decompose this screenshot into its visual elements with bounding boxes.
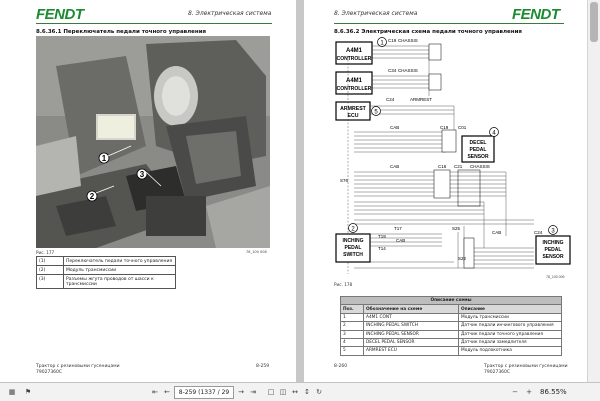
table-cell: 4	[341, 338, 364, 346]
table-cell: A4M1 CONT	[364, 313, 459, 321]
table-cell: 2	[341, 322, 364, 330]
scrollbar-thumb[interactable]	[590, 2, 598, 42]
col-header: Поз.	[341, 305, 364, 313]
armrest-harness-label: ARMREST	[410, 97, 433, 102]
connector-c21: C21	[454, 164, 463, 169]
zoom-out-icon[interactable]: −	[512, 388, 518, 396]
footer-code: 79027360C	[36, 369, 63, 375]
footer-code: 79027360C	[484, 369, 511, 375]
table-cell: INCHING PEDAL SENSOR	[364, 330, 459, 338]
legend-row	[37, 266, 176, 275]
thumbnails-icon[interactable]: ▦	[8, 388, 16, 396]
section-header: 8. Электрическая система	[334, 10, 418, 17]
inching-sensor-label: PEDAL	[544, 247, 562, 253]
table-cell: DECEL PEDAL SENSOR	[364, 338, 459, 346]
table-cell: 3	[341, 330, 364, 338]
tractor-cab-illustration	[36, 36, 270, 248]
legend-table	[36, 256, 176, 289]
brand-logo: FENDT	[36, 6, 84, 23]
figure-caption: Рис. 177	[36, 250, 55, 255]
header-divider	[334, 23, 564, 24]
connector-c19: C19	[440, 125, 449, 130]
decel-label: SENSOR	[467, 154, 489, 160]
diagram-callout-3: 3	[551, 228, 555, 235]
pedal-switch-photo	[36, 36, 270, 248]
page-number: 8-259	[256, 364, 270, 369]
legend-num: (3)	[37, 275, 64, 289]
terminal-t14: T14	[378, 246, 386, 251]
section-title: 8.6.36.1 Переключатель педали точного управления	[36, 29, 207, 35]
callout-1: 1	[101, 154, 107, 163]
chassis-label: CHASSIS	[398, 38, 418, 43]
section-title: 8.6.36.2 Электрическая схема педали точного управления	[334, 29, 522, 35]
next-page-icon[interactable]: →	[238, 388, 244, 396]
callout-3: 3	[139, 170, 145, 179]
decel-label: DECEL	[469, 140, 487, 146]
table-cell: Датчик педали точного управления	[459, 330, 562, 338]
section-header: 8. Электрическая система	[188, 10, 272, 17]
fit-width-icon[interactable]: ↔	[292, 388, 298, 396]
inching-switch-label: SWITCH	[343, 252, 363, 258]
table-cell: 5	[341, 347, 364, 355]
connector-c16: C16	[438, 164, 447, 169]
legend-num: (2)	[37, 266, 64, 275]
controller-label: CONTROLLER	[336, 56, 372, 62]
ecu-label: ECU	[347, 113, 359, 119]
table-row	[341, 313, 562, 321]
image-code: 78_100 008	[246, 250, 267, 254]
footer	[36, 364, 120, 375]
legend-num: (1)	[37, 257, 64, 266]
connector-c19: C19	[388, 38, 397, 43]
footer-title: Трактор с резиновыми гусеницами	[36, 364, 120, 369]
diagram-callout-2: 2	[351, 226, 355, 233]
diagram-callout-5: 5	[374, 109, 378, 116]
header-divider	[36, 23, 272, 24]
page-number: 8-260	[334, 364, 348, 369]
table-caption: Описание схемы	[341, 297, 562, 305]
armrest-label: ARMREST	[340, 106, 366, 112]
a4m1-label: A4M1	[345, 78, 363, 84]
decel-label: PEDAL	[469, 147, 487, 153]
controller-label: CONTROLLER	[336, 86, 372, 92]
footer	[484, 364, 568, 375]
diagram-callout-4: 4	[492, 130, 496, 137]
terminal-t19: T19	[378, 234, 386, 239]
legend-row	[37, 257, 176, 266]
chassis-label: CHASSIS	[470, 164, 490, 169]
zoom-in-icon[interactable]: +	[526, 388, 532, 396]
table-cell: 1	[341, 313, 364, 321]
viewer-toolbar	[0, 382, 600, 401]
left-page	[0, 0, 296, 382]
diagram-callout-1: 1	[380, 40, 384, 47]
zoom-level[interactable]: 86.55%	[540, 388, 567, 396]
last-page-icon[interactable]: ⇥	[250, 388, 256, 396]
wiring-diagram	[334, 36, 572, 280]
description-table	[340, 296, 562, 356]
footer-title: Трактор с резиновыми гусеницами	[484, 364, 568, 369]
cab-label: CAB	[390, 125, 400, 130]
right-page	[304, 0, 588, 382]
table-row	[341, 330, 562, 338]
table-cell: INCHING PEDAL SWITCH	[364, 322, 459, 330]
table-cell: Модуль трансмиссии	[459, 313, 562, 321]
connector-c01: C01	[458, 125, 467, 130]
brand-logo: FENDT	[512, 6, 560, 23]
rotate-icon[interactable]: ↻	[316, 388, 322, 396]
splice-s25: S25	[452, 226, 461, 231]
splice-s22: S22	[458, 256, 467, 261]
legend-text: Модуль трансмиссии	[64, 266, 176, 275]
inching-switch-label: PEDAL	[344, 245, 362, 251]
table-cell: Датчик педали замедлителя	[459, 338, 562, 346]
table-cell: Модуль подлокотника	[459, 347, 562, 355]
first-page-icon[interactable]: ⇤	[152, 388, 158, 396]
fit-page-icon[interactable]: ↕	[304, 388, 310, 396]
single-page-icon[interactable]: □	[267, 388, 275, 396]
page-gutter	[296, 0, 304, 382]
legend-row	[37, 275, 176, 289]
cab-label: CAB	[396, 238, 406, 243]
terminal-t17: T17	[394, 226, 402, 231]
figure-caption: Рис. 178	[334, 282, 353, 287]
page-number-input[interactable]: 8-259 (1337 / 29	[174, 386, 234, 399]
diagram-code: 78_100 009	[546, 275, 565, 279]
prev-page-icon[interactable]: ←	[164, 388, 170, 396]
cab-label: CAB	[390, 164, 400, 169]
table-row	[341, 338, 562, 346]
chassis-label: CHASSIS	[398, 68, 418, 73]
table-row	[341, 347, 562, 355]
vertical-scrollbar[interactable]	[587, 0, 600, 382]
table-cell: ARMREST ECU	[364, 347, 459, 355]
bookmark-icon[interactable]: ⚑	[24, 388, 32, 396]
two-page-icon[interactable]: ◫	[279, 388, 287, 396]
legend-text: Разъемы жгута проводов от шасси к трансмиссии	[64, 275, 176, 289]
inching-sensor-label: SENSOR	[542, 254, 564, 260]
col-header: Обозначение на схеме	[364, 305, 459, 313]
inching-switch-label: INCHING	[342, 238, 364, 244]
table-cell: Датчик педали инчингового управления	[459, 322, 562, 330]
col-header: Описание	[459, 305, 562, 313]
connector-c24: C24	[534, 230, 543, 235]
connector-c24: C24	[386, 97, 395, 102]
connector-c34: C34	[388, 68, 397, 73]
splice-s76: S76	[340, 178, 349, 183]
a4m1-label: A4M1	[345, 48, 363, 54]
table-row	[341, 322, 562, 330]
legend-text: Переключатель педали точного управления	[64, 257, 176, 266]
callout-2: 2	[89, 192, 95, 201]
cab-label: CAB	[492, 230, 502, 235]
inching-sensor-label: INCHING	[542, 240, 564, 246]
